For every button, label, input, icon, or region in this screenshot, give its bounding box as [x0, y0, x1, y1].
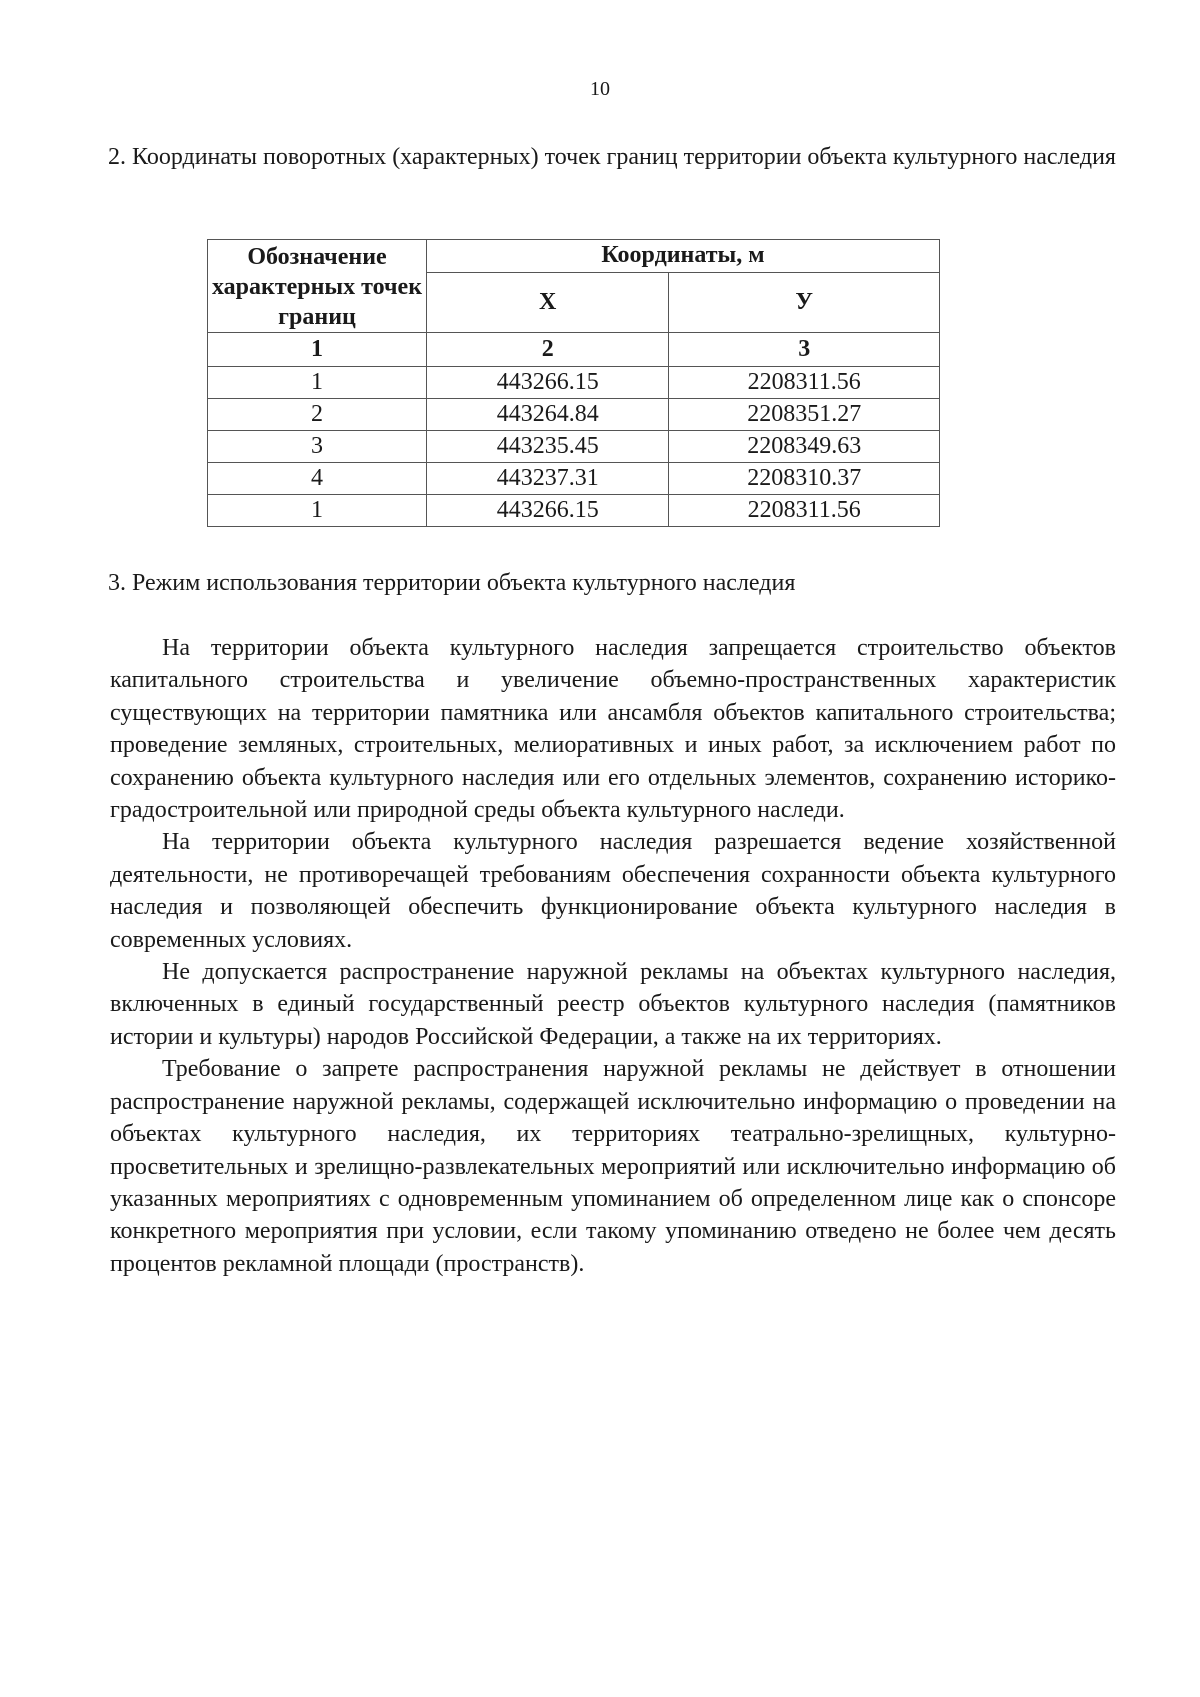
x-cell: 443235.45 [427, 431, 669, 463]
point-designation-header: Обозначение характерных точек границ [208, 240, 427, 333]
y-cell: 2208311.56 [669, 367, 940, 399]
column-number: 3 [669, 333, 940, 367]
y-header: У [669, 272, 940, 332]
y-cell: 2208349.63 [669, 431, 940, 463]
table-row [208, 399, 940, 431]
paragraph: Не допускается распространение наружной рекламы на объектах культурного наследия, включенных в единый государственный реестр объектов культурного наследия (памятников истории и культуры) народов Российской Федерации, а также на их территориях. [110, 959, 1116, 1050]
paragraph: На территории объекта культурного наследия разрешается ведение хозяйственной деятельности, не противоречащей требованиям обеспечения сохранности объекта культурного наследия и позволяющей обеспечить функционирование объекта культурного наследия в современных условиях. [110, 829, 1116, 953]
point-cell: 3 [208, 431, 427, 463]
table-header-row [208, 240, 940, 273]
table-row [208, 495, 940, 527]
x-header: X [427, 272, 669, 332]
section-2-heading: 2. Координаты поворотных (характерных) точек границ территории объекта культурного наследия [108, 144, 1116, 170]
x-cell: 443266.15 [427, 367, 669, 399]
section-3-body [110, 632, 1116, 1280]
section-3-heading: 3. Режим использования территории объекта культурного наследия [108, 570, 796, 596]
page-number: 10 [590, 78, 610, 100]
coordinates-header: Координаты, м [427, 240, 940, 273]
paragraph: На территории объекта культурного наследия запрещается строительство объектов капитального строительства и увеличение объемно-пространственных характеристик существующих на территории памятника или ансамбля объектов капитального строительства; проведение земляных, строительных, мелиоративных и иных работ, за исключением работ по сохранению объекта культурного наследия или его отдельных элементов, сохранению историко-градостроительной или природной среды объекта культурного наследи. [110, 635, 1116, 824]
y-cell: 2208351.27 [669, 399, 940, 431]
y-cell: 2208310.37 [669, 463, 940, 495]
point-cell: 1 [208, 367, 427, 399]
column-number-row [208, 333, 940, 367]
y-cell: 2208311.56 [669, 495, 940, 527]
point-cell: 1 [208, 495, 427, 527]
table-row [208, 367, 940, 399]
point-cell: 2 [208, 399, 427, 431]
column-number: 1 [208, 333, 427, 367]
point-cell: 4 [208, 463, 427, 495]
column-number: 2 [427, 333, 669, 367]
table-row [208, 431, 940, 463]
paragraph: Требование о запрете распространения наружной рекламы не действует в отношении распространение наружной рекламы, содержащей исключительно информацию о проведении на объектах культурного наследия, их территориях театрально-зрелищных, культурно-просветительных и зрелищно-развлекательных мероприятий или исключительно информацию об указанных мероприятиях с одновременным упоминанием об определенном лице как о спонсоре конкретного мероприятия при условии, если такому упоминанию отведено не более чем десять процентов рекламной площади (пространств). [110, 1056, 1116, 1277]
table-row [208, 463, 940, 495]
x-cell: 443264.84 [427, 399, 669, 431]
x-cell: 443237.31 [427, 463, 669, 495]
x-cell: 443266.15 [427, 495, 669, 527]
boundary-coordinates-table [207, 239, 940, 527]
